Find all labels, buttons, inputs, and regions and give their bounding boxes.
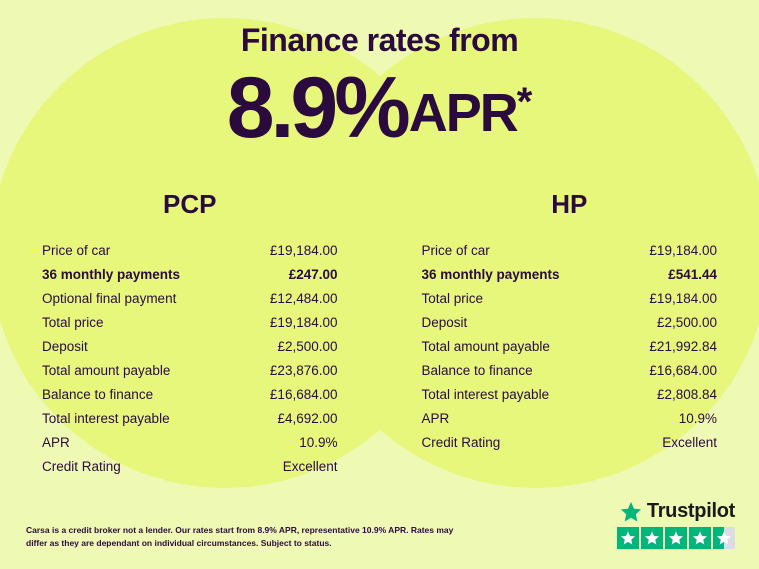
row-value: £2,808.84 <box>656 386 717 402</box>
row-label: Total interest payable <box>42 410 170 426</box>
row-value: £19,184.00 <box>269 242 338 258</box>
table-row <box>42 238 338 262</box>
trustpilot-header <box>617 500 735 523</box>
star-icon <box>641 527 663 549</box>
row-label: APR <box>42 434 70 450</box>
row-label: Deposit <box>421 314 468 330</box>
row-label: Price of car <box>42 242 111 258</box>
row-value: £12,484.00 <box>269 290 338 306</box>
table-row <box>422 310 718 334</box>
row-label: Total amount payable <box>421 338 550 354</box>
star-icon <box>665 527 687 549</box>
finance-column-hp <box>380 189 759 478</box>
table-row <box>42 430 338 454</box>
star-icon <box>689 527 711 549</box>
table-row <box>42 382 338 406</box>
row-value: £541.44 <box>668 266 717 282</box>
row-value: £19,184.00 <box>649 242 717 258</box>
star-icon <box>620 501 642 523</box>
row-value: £23,876.00 <box>269 362 338 378</box>
trustpilot-widget <box>617 500 735 549</box>
row-label: Balance to finance <box>421 362 533 378</box>
table-row <box>422 406 718 430</box>
disclaimer-text: Carsa is a credit broker not a lender. Our rates start from 8.9% APR, representative 10.9% APR. Rates may differ as they are dependant on individual circumstances. Subject to status. <box>26 525 454 548</box>
table-row <box>422 262 718 286</box>
row-value: £21,992.84 <box>649 338 717 354</box>
row-value: £4,692.00 <box>277 410 338 426</box>
table-row <box>42 310 338 334</box>
table-row <box>422 382 718 406</box>
row-value: Excellent <box>282 458 338 474</box>
table-row <box>422 334 718 358</box>
table-row <box>422 430 718 454</box>
headline: Finance rates from <box>240 22 519 58</box>
row-value: £16,684.00 <box>649 362 717 378</box>
row-value: £16,684.00 <box>269 386 338 402</box>
row-label: Price of car <box>421 242 490 258</box>
table-row <box>422 286 718 310</box>
finance-columns <box>0 189 759 478</box>
row-label: Optional final payment <box>42 290 177 306</box>
star-icon-half <box>713 527 735 549</box>
rate-asterisk: * <box>516 80 533 124</box>
row-label: 36 monthly payments <box>42 266 181 282</box>
row-value: £19,184.00 <box>649 290 717 306</box>
row-value: Excellent <box>662 434 717 450</box>
table-row <box>422 238 718 262</box>
row-label: Credit Rating <box>421 434 501 450</box>
table-row <box>42 334 338 358</box>
column-title-hp: HP <box>551 189 588 219</box>
rate-apr-label: APR <box>408 83 517 143</box>
table-row <box>42 454 338 478</box>
row-label: Total price <box>42 314 104 330</box>
row-value: £19,184.00 <box>269 314 338 330</box>
trustpilot-rating <box>617 527 735 549</box>
row-label: Total interest payable <box>421 386 550 402</box>
row-value: 10.9% <box>678 410 717 426</box>
table-row <box>42 358 338 382</box>
rate-display <box>0 60 759 156</box>
trustpilot-label: Trustpilot <box>646 500 735 522</box>
row-value: £247.00 <box>288 266 338 282</box>
row-label: 36 monthly payments <box>421 266 560 282</box>
row-value: £2,500.00 <box>656 314 717 330</box>
star-icon <box>617 527 639 549</box>
rate-number: 8.9% <box>226 60 407 156</box>
row-label: Total amount payable <box>42 362 171 378</box>
footer <box>0 500 759 569</box>
column-title-pcp: PCP <box>163 189 217 219</box>
table-row <box>42 286 338 310</box>
row-label: Credit Rating <box>42 458 121 474</box>
table-row <box>42 406 338 430</box>
row-value: £2,500.00 <box>277 338 338 354</box>
finance-column-pcp <box>0 189 380 478</box>
table-row <box>42 262 338 286</box>
row-label: Total price <box>421 290 484 306</box>
row-value: 10.9% <box>299 434 338 450</box>
row-label: Deposit <box>42 338 88 354</box>
row-label: APR <box>421 410 450 426</box>
table-row <box>422 358 718 382</box>
row-label: Balance to finance <box>42 386 154 402</box>
